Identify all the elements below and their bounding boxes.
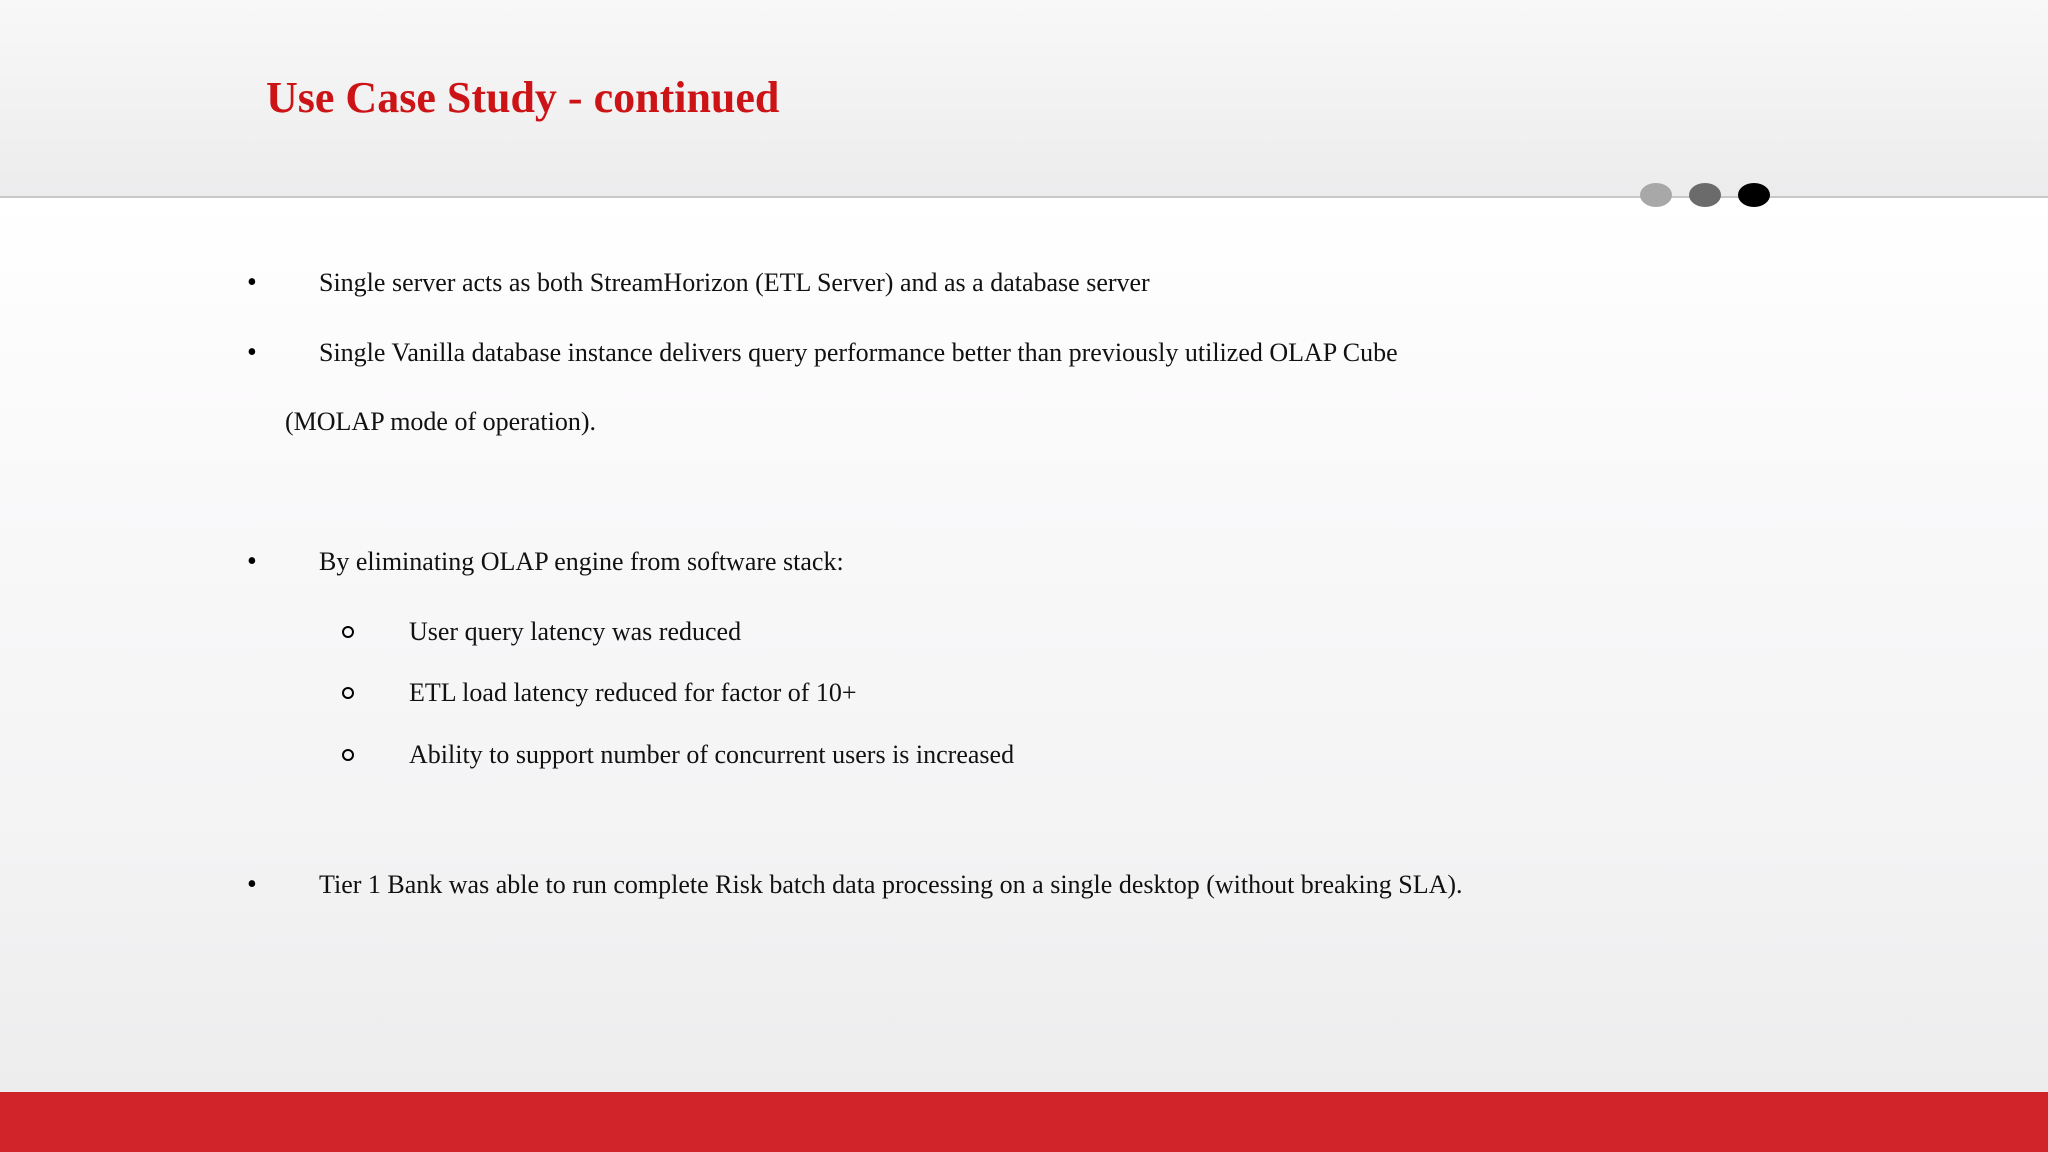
bullet-marker: • [247, 267, 257, 298]
bullet-text: Single Vanilla database instance delivers query performance better than previously utilized OLAP Cube [319, 338, 1398, 367]
progress-dot-3 [1738, 183, 1770, 207]
bullet-continuation: (MOLAP mode of operation). [285, 407, 596, 436]
footer-bar [0, 1092, 2048, 1152]
sub-bullet-marker [342, 687, 354, 699]
sub-bullet-text: ETL load latency reduced for factor of 10+ [409, 678, 857, 707]
slide-title: Use Case Study - continued [266, 73, 780, 122]
bullet-marker: • [247, 869, 257, 900]
sub-bullet-marker [342, 749, 354, 761]
bullet-marker: • [247, 337, 257, 368]
bullet-text: Tier 1 Bank was able to run complete Risk batch data processing on a single desktop (without breaking SLA). [319, 870, 1463, 899]
bullet-text: Single server acts as both StreamHorizon (ETL Server) and as a database server [319, 268, 1150, 297]
progress-dot-2 [1689, 183, 1721, 207]
bullet-marker: • [247, 546, 257, 577]
sub-bullet-marker [342, 626, 354, 638]
sub-bullet-text: Ability to support number of concurrent users is increased [409, 740, 1015, 769]
bullet-text: By eliminating OLAP engine from software stack: [319, 547, 844, 576]
progress-dot-1 [1640, 183, 1672, 207]
sub-bullet-text: User query latency was reduced [409, 617, 742, 646]
